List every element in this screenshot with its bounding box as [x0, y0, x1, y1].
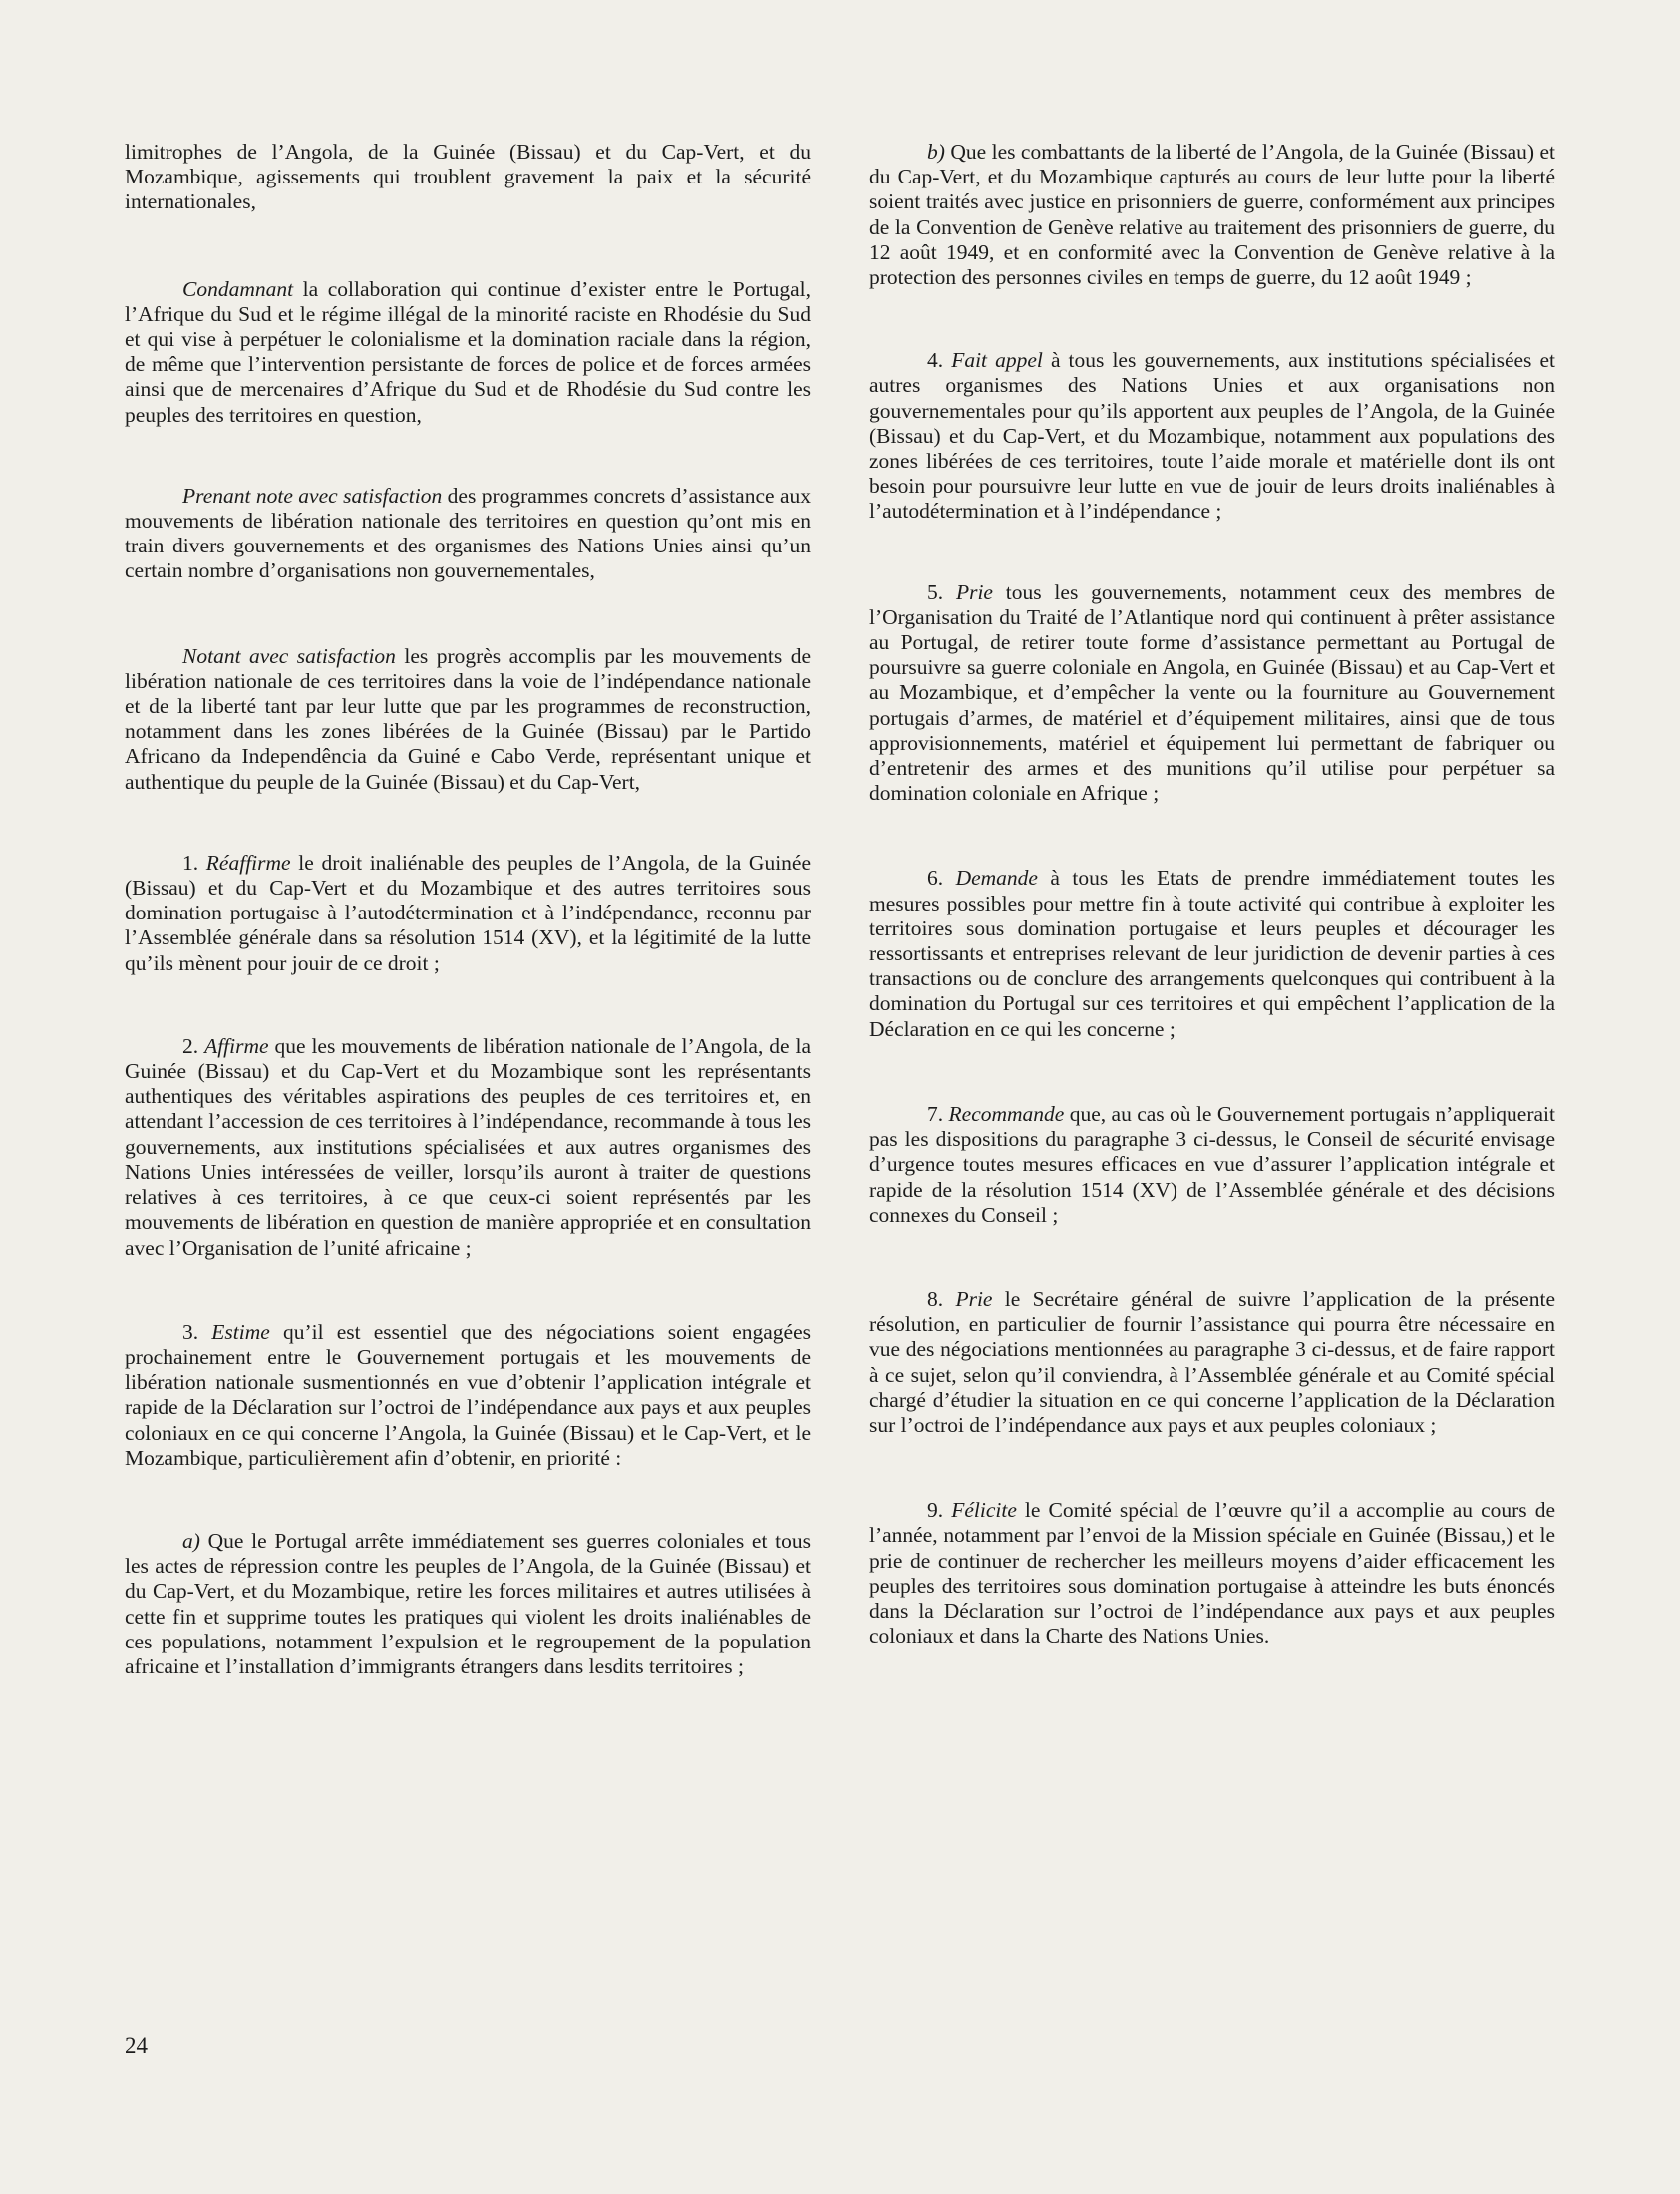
operative-paragraph-4: 4. Fait appel à tous les gouvernements, aux institutions spécialisées et autres organismes des Nations Unies et aux organisations non gouvernementales pour qu’ils apportent aux peuples de l’Angola, de la Guinée (Bissau) et du Cap-Vert, et du Mozambique, notamment aux populations des zones libérées de ces territoires, toute l’aide morale et matérielle dont ils ont besoin pour poursuivre leur lutte en vue de jouir de leurs droits inaliénables à l’autodétermination et à l’indépendance ; — [869, 348, 1555, 524]
operative-paragraph-8: 8. Prie le Secrétaire général de suivre l’application de la présente résolution, en particulier de fournir l’assistance qui pourra être nécessaire en vue des négociations mentionnées au paragraphe 3 ci-dessus, et de faire rapport à ce sujet, selon qu’il conviendra, à l’Assemblée générale et au Comité spécial chargé d’étudier la situation en ce qui concerne l’application de la Déclaration sur l’octroi de l’indépendance aux pays et aux peuples coloniaux ; — [869, 1286, 1555, 1437]
operative-paragraph-9: 9. Félicite le Comité spécial de l’œuvre qu’il a accomplie au cours de l’année, notamment par l’envoi de la Mission spéciale en Guinée (Bissau,) et le prie de continuer de rechercher les meilleurs moyens d’aider efficacement les peuples des territoires sous domination portugaise à atteindre les buts énoncés dans la Déclaration sur l’octroi de l’indépendance aux pays et aux peuples coloniaux et dans la Charte des Nations Unies. — [869, 1498, 1556, 1648]
right-column — [869, 140, 1555, 1648]
page-number: 24 — [125, 2033, 148, 2058]
paragraph-continuation: limitrophes de l’Angola, de la Guinée (Bissau) et du Cap-Vert, et du Mozambique, agissements qui troublent gravement la paix et la sécurité internationales, — [125, 140, 811, 214]
operative-paragraph-5: 5. Prie tous les gouvernements, notamment ceux des membres de l’Organisation du Traité de l’Atlantique nord qui continuent à prêter assistance au Portugal, de retirer toute forme d’assistance permettant au Portugal de poursuivre sa guerre coloniale en Angola, en Guinée (Bissau) et au Cap-Vert et au Mozambique, et d’empêcher la vente ou la fourniture au Gouvernement portugais d’armes, de matériel et d’équipement militaires, ainsi que de tous approvisionnements, matériel et équipement lui permettant de fabriquer ou d’entretenir des armes et des munitions qu’il utilise pour perpétuer sa domination coloniale en Afrique ; — [869, 579, 1555, 806]
operative-paragraph-2: 2. Affirme que les mouvements de libération nationale de l’Angola, de la Guinée (Bissau) et du Cap-Vert et du Mozambique sont les représentants authentiques des véritables aspirations des peuples de ces territoires et, en attendant l’accession de ces territoires à l’indépendance, recommande à tous les gouvernements, aux institutions spécialisées et aux autres organismes des Nations Unies intéressées de veiller, lorsqu’ils auront à traiter de questions relatives à ces territoires, à ce que ceux-ci soient représentés par les mouvements de libération en question de manière appropriée et en consultation avec l’Organisation de l’unité africaine ; — [125, 1033, 812, 1260]
left-column — [125, 140, 811, 1679]
operative-paragraph-6: 6. Demande à tous les Etats de prendre immédiatement toutes les mesures possibles pour mettre fin à toute activité qui contribue à exploiter les territoires sous domination portugaise et leurs peuples et décourager les ressortissants et entreprises relevant de leur juridiction de devenir parties à ces transactions ou de conclure des arrangements quelconques qui contribuent à la domination du Portugal sur ces territoires et qui empêchent l’application de la Déclaration en ce qui les concerne ; — [869, 866, 1555, 1041]
paragraph-condamnant: Condamnant la collaboration qui continue d’exister entre le Portugal, l’Afrique du Sud et le régime illégal de la minorité raciste en Rhodésie du Sud et qui vise à perpétuer le colonialisme et la domination raciale dans la région, de même que l’intervention persistante de forces de police et de forces armées ainsi que de mercenaires d’Afrique du Sud et de Rhodésie du Sud contre les peuples des territoires en question, — [125, 276, 811, 427]
paragraph-prenant-note: Prenant note avec satisfaction des programmes concrets d’assistance aux mouvements de libération nationale des territoires en question qu’ont mis en train divers gouvernements et des organismes des Nations Unies ainsi qu’un certain nombre d’organisations non gouvernementales, — [125, 483, 811, 583]
subparagraph-b: b) Que les combattants de la liberté de l’Angola, de la Guinée (Bissau) et du Cap-Vert, et du Mozambique capturés au cours de leur lutte pour la liberté soient traités avec justice en prisonniers de guerre, conformément aux principes de la Convention de Genève relative au traitement des prisonniers de guerre, du 12 août 1949, et en conformité avec la Convention de Genève relative à la protection des personnes civiles en temps de guerre, du 12 août 1949 ; — [869, 140, 1555, 290]
operative-paragraph-7: 7. Recommande que, au cas où le Gouvernement portugais n’appliquerait pas les dispositions du paragraphe 3 ci-dessus, le Conseil de sécurité envisage d’urgence toutes mesures efficaces en vue d’assurer l’application intégrale et rapide de la résolution 1514 (XV) de l’Assemblée générale et des décisions connexes du Conseil ; — [869, 1101, 1555, 1227]
operative-paragraph-3: 3. Estime qu’il est essentiel que des négociations soient engagées prochainement entre le Gouvernement portugais et les mouvements de libération nationale susmentionnés en vue d’obtenir l’application intégrale et rapide de la Déclaration sur l’octroi de l’indépendance aux pays et aux peuples coloniaux en ce qui concerne l’Angola, la Guinée (Bissau) et le Cap-Vert, et le Mozambique, particulièrement afin d’obtenir, en priorité : — [125, 1319, 811, 1470]
operative-paragraph-1: 1. Réaffirme le droit inaliénable des peuples de l’Angola, de la Guinée (Bissau) et du Cap-Vert et du Mozambique et des autres territoires sous domination portugaise à l’autodétermination et à l’indépendance, reconnu par l’Assemblée générale dans sa résolution 1514 (XV), et la légitimité de la lutte qu’ils mènent pour jouir de ce droit ; — [125, 850, 812, 975]
paragraph-notant: Notant avec satisfaction les progrès accomplis par les mouvements de libération nationale de ces territoires dans la voie de l’indépendance nationale et de la liberté tant par leur lutte que par les programmes de reconstruction, notamment dans les zones libérées de la Guinée (Bissau) par le Partido Africano da Independência da Guiné e Cabo Verde, représentant unique et authentique du peuple de la Guinée (Bissau) et du Cap-Vert, — [125, 643, 812, 794]
subparagraph-a: a) Que le Portugal arrête immédiatement ses guerres coloniales et tous les actes de répression contre les peuples de l’Angola, de la Guinée (Bissau) et du Cap-Vert, et du Mozambique, retire les forces militaires et autres utilisées à cette fin et supprime toutes les pratiques qui violent les droits inaliénables de ces populations, notamment l’expulsion et le regroupement de la population africaine et l’installation d’immigrants étrangers dans lesdits territoires ; — [125, 1528, 811, 1678]
